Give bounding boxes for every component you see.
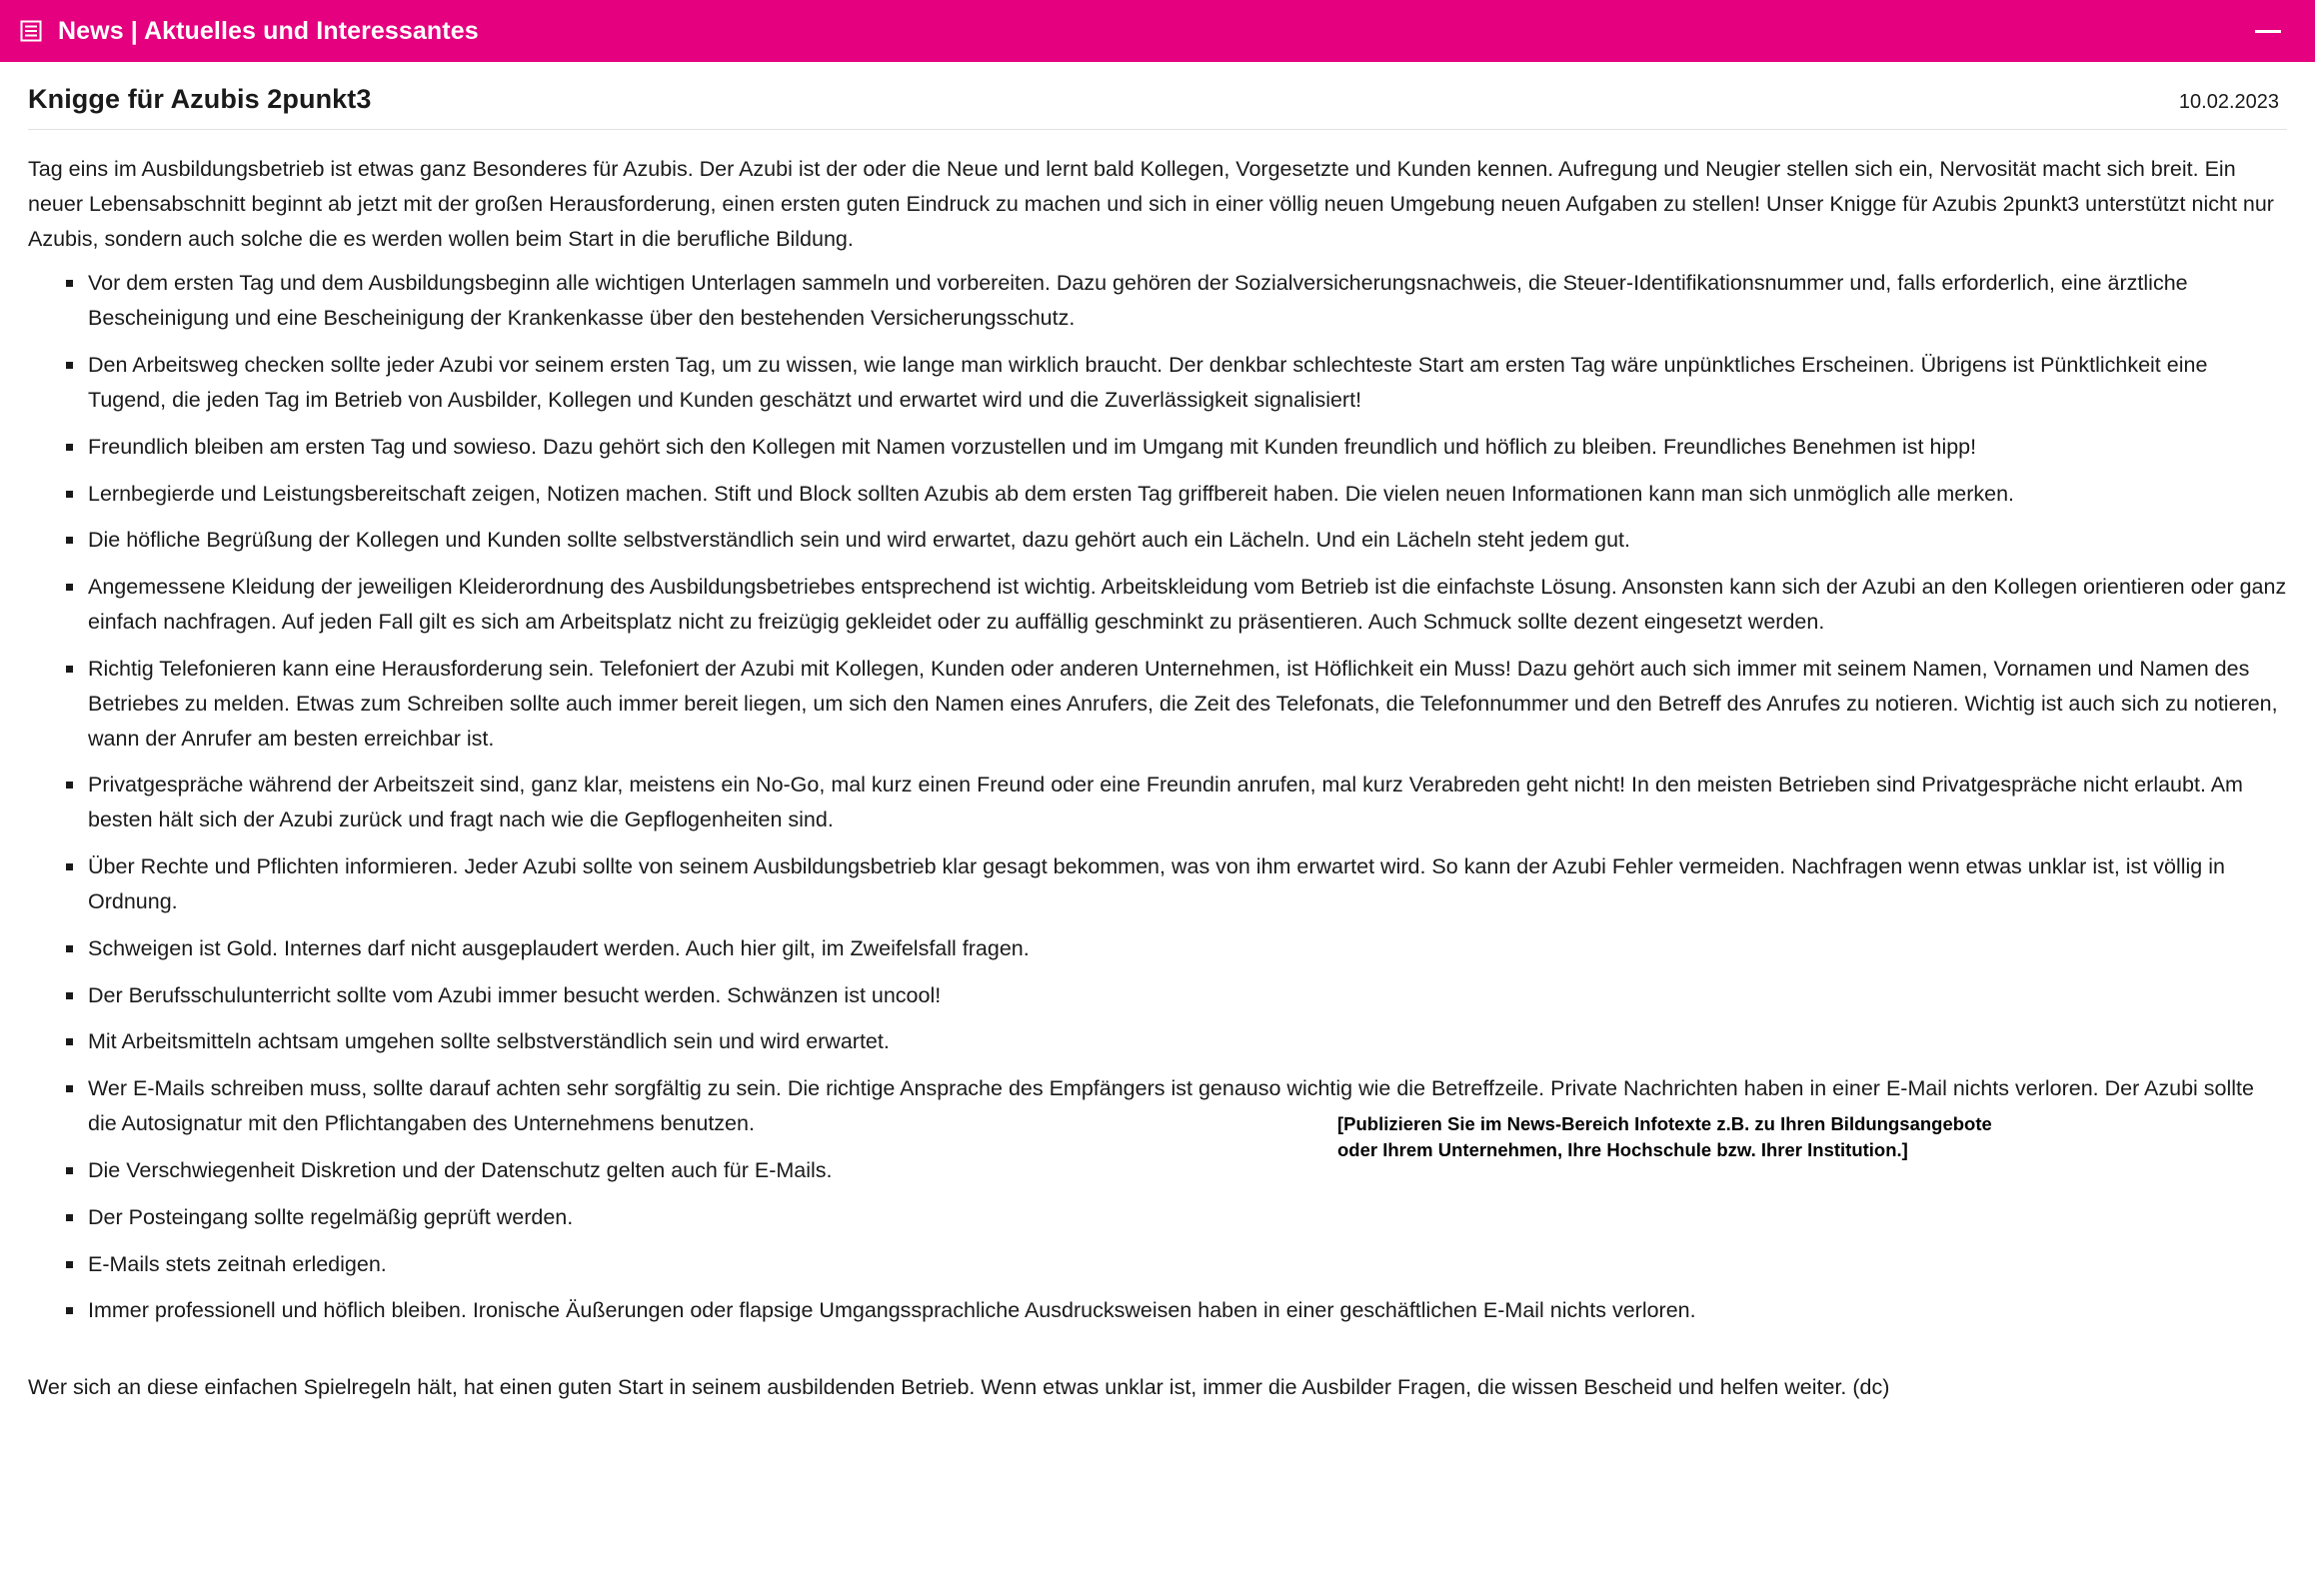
article-intro-paragraph: Tag eins im Ausbildungsbetrieb ist etwas ganz Besonderes für Azubis. Der Azubi ist der oder die Neue und lernt bald Kollegen, Vorgesetzte und Kunden kennen. Aufregung und Neugier stellen sich ein, Nervosität macht sich breit. Ein neuer Lebensabschnitt beginnt ab jetzt mit der großen Herausforderung, einen ersten guten Eindruck zu machen und sich in einer völlig neuen Umgebung neuen Aufgaben zu stellen! Unser Knigge für Azubis 2punkt3 unterstützt nicht nur Azubis, sondern auch solche die es werden wollen beim Start in die berufliche Bildung.: [28, 157, 2274, 251]
list-item: Die Verschwiegenheit Diskretion und der Datenschutz gelten auch für E-Mails.: [66, 1153, 2287, 1188]
list-item: Den Arbeitsweg checken sollte jeder Azubi vor seinem ersten Tag, um zu wissen, wie lange man wirklich braucht. Der denkbar schlechteste Start am ersten Tag wäre unpünktliches Erscheinen. Übrigens ist Pünktlichkeit eine Tugend, die jeden Tag im Betrieb von Ausbilder, Kollegen und Kunden geschätzt und erwartet wird und die Zuverlässigkeit signalisiert!: [66, 348, 2287, 418]
article-header: [28, 62, 2287, 130]
list-item: Mit Arbeitsmitteln achtsam umgehen sollte selbstverständlich sein und wird erwartet.: [66, 1024, 2287, 1059]
tips-list: [28, 266, 2287, 1328]
list-item: Über Rechte und Pflichten informieren. Jeder Azubi sollte von seinem Ausbildungsbetrieb klar gesagt bekommen, was von ihm erwartet wird. So kann der Azubi Fehler vermeiden. Nachfragen wenn etwas unklar ist, ist völlig in Ordnung.: [66, 849, 2287, 919]
window-title: News | Aktuelles und Interessantes: [58, 16, 479, 45]
window-titlebar: [0, 0, 2315, 62]
list-item: Richtig Telefonieren kann eine Herausforderung sein. Telefoniert der Azubi mit Kollegen, Kunden oder anderen Unternehmen, ist Höflichkeit ein Muss! Dazu gehört auch sich immer mit seinem Namen, Vornamen und Namen des Betriebes zu melden. Etwas zum Schreiben sollte auch immer bereit liegen, um sich den Namen eines Anrufers, die Zeit des Telefonats, die Telefonnummer und den Betreff des Anrufes zu notieren. Wichtig ist auch sich zu notieren, wann der Anrufer am besten erreichbar ist.: [66, 652, 2287, 756]
minimize-icon: [2255, 30, 2281, 33]
list-item: Immer professionell und höflich bleiben. Ironische Äußerungen oder flapsige Umgangssprachliche Ausdrucksweisen haben in einer geschäftlichen E-Mail nichts verloren.: [66, 1293, 2287, 1328]
publication-date: 10.02.2023: [2178, 91, 2279, 113]
list-item: Freundlich bleiben am ersten Tag und sowieso. Dazu gehört sich den Kollegen mit Namen vorzustellen und im Umgang mit Kunden freundlich und höflich zu bleiben. Freundliches Benehmen ist hipp!: [66, 430, 2287, 465]
list-item: Schweigen ist Gold. Internes darf nicht ausgeplaudert werden. Auch hier gilt, im Zweifelsfall fragen.: [66, 931, 2287, 966]
list-item: Privatgespräche während der Arbeitszeit sind, ganz klar, meistens ein No-Go, mal kurz einen Freund oder eine Freundin anrufen, mal kurz Verabreden geht nicht! In den meisten Betrieben sind Privatgespräche nicht erlaubt. Am besten hält sich der Azubi zurück und fragt nach wie die Gepflogenheiten sind.: [66, 768, 2287, 837]
list-item: Vor dem ersten Tag und dem Ausbildungsbeginn alle wichtigen Unterlagen sammeln und vorbereiten. Dazu gehören der Sozialversicherungsnachweis, die Steuer-Identifikationsnummer und, falls erforderlich, eine ärztliche Bescheinigung und eine Bescheinigung der Krankenkasse über den bestehenden Versicherungsschutz.: [66, 266, 2287, 336]
minimize-button[interactable]: [2247, 10, 2289, 52]
list-item: Der Posteingang sollte regelmäßig geprüft werden.: [66, 1200, 2287, 1235]
list-item: Der Berufsschulunterricht sollte vom Azubi immer besucht werden. Schwänzen ist uncool!: [66, 978, 2287, 1013]
news-document-icon: [18, 18, 44, 44]
list-item: Angemessene Kleidung der jeweiligen Kleiderordnung des Ausbildungsbetriebes entsprechend ist wichtig. Arbeitskleidung vom Betrieb ist die einfachste Lösung. Ansonsten kann sich der Azubi an den Kollegen orientieren oder ganz einfach nachfragen. Auf jeden Fall gilt es sich am Arbeitsplatz nicht zu freizügig gekleidet oder zu auffällig geschminkt zu präsentieren. Auch Schmuck sollte dezent eingesetzt werden.: [66, 570, 2287, 640]
page-title: Knigge für Azubis 2punkt3: [28, 84, 372, 114]
article-outro-paragraph: Wer sich an diese einfachen Spielregeln hält, hat einen guten Start in seinem ausbildenden Betrieb. Wenn etwas unklar ist, immer die Ausbilder Fragen, die wissen Bescheid und helfen weiter. (dc): [28, 1375, 1890, 1400]
article-content: [0, 62, 2315, 1405]
publish-hint-note: [Publizieren Sie im News-Bereich Infotexte z.B. zu Ihren Bildungsangebote oder Ihrem Unternehmen, Ihre Hochschule bzw. Ihrer Institution.]: [1337, 1113, 1992, 1160]
list-item: Lernbegierde und Leistungsbereitschaft zeigen, Notizen machen. Stift und Block sollten Azubis ab dem ersten Tag griffbereit haben. Die vielen neuen Informationen kann man sich unmöglich alle merken.: [66, 477, 2287, 512]
titlebar-left-group: [18, 17, 2247, 46]
list-item: Die höfliche Begrüßung der Kollegen und Kunden sollte selbstverständlich sein und wird erwartet, dazu gehört auch ein Lächeln. Und ein Lächeln steht jedem gut.: [66, 523, 2287, 558]
list-item: E-Mails stets zeitnah erledigen.: [66, 1247, 2287, 1282]
list-item: Wer E-Mails schreiben muss, sollte darauf achten sehr sorgfältig zu sein. Die richtige Ansprache des Empfängers ist genauso wichtig wie die Betreffzeile. Private Nachrichten haben in einer E-Mail nichts verloren. Der Azubi sollte die Autosignatur mit den Pflichtangaben des Unternehmens benutzen.: [66, 1071, 2287, 1141]
